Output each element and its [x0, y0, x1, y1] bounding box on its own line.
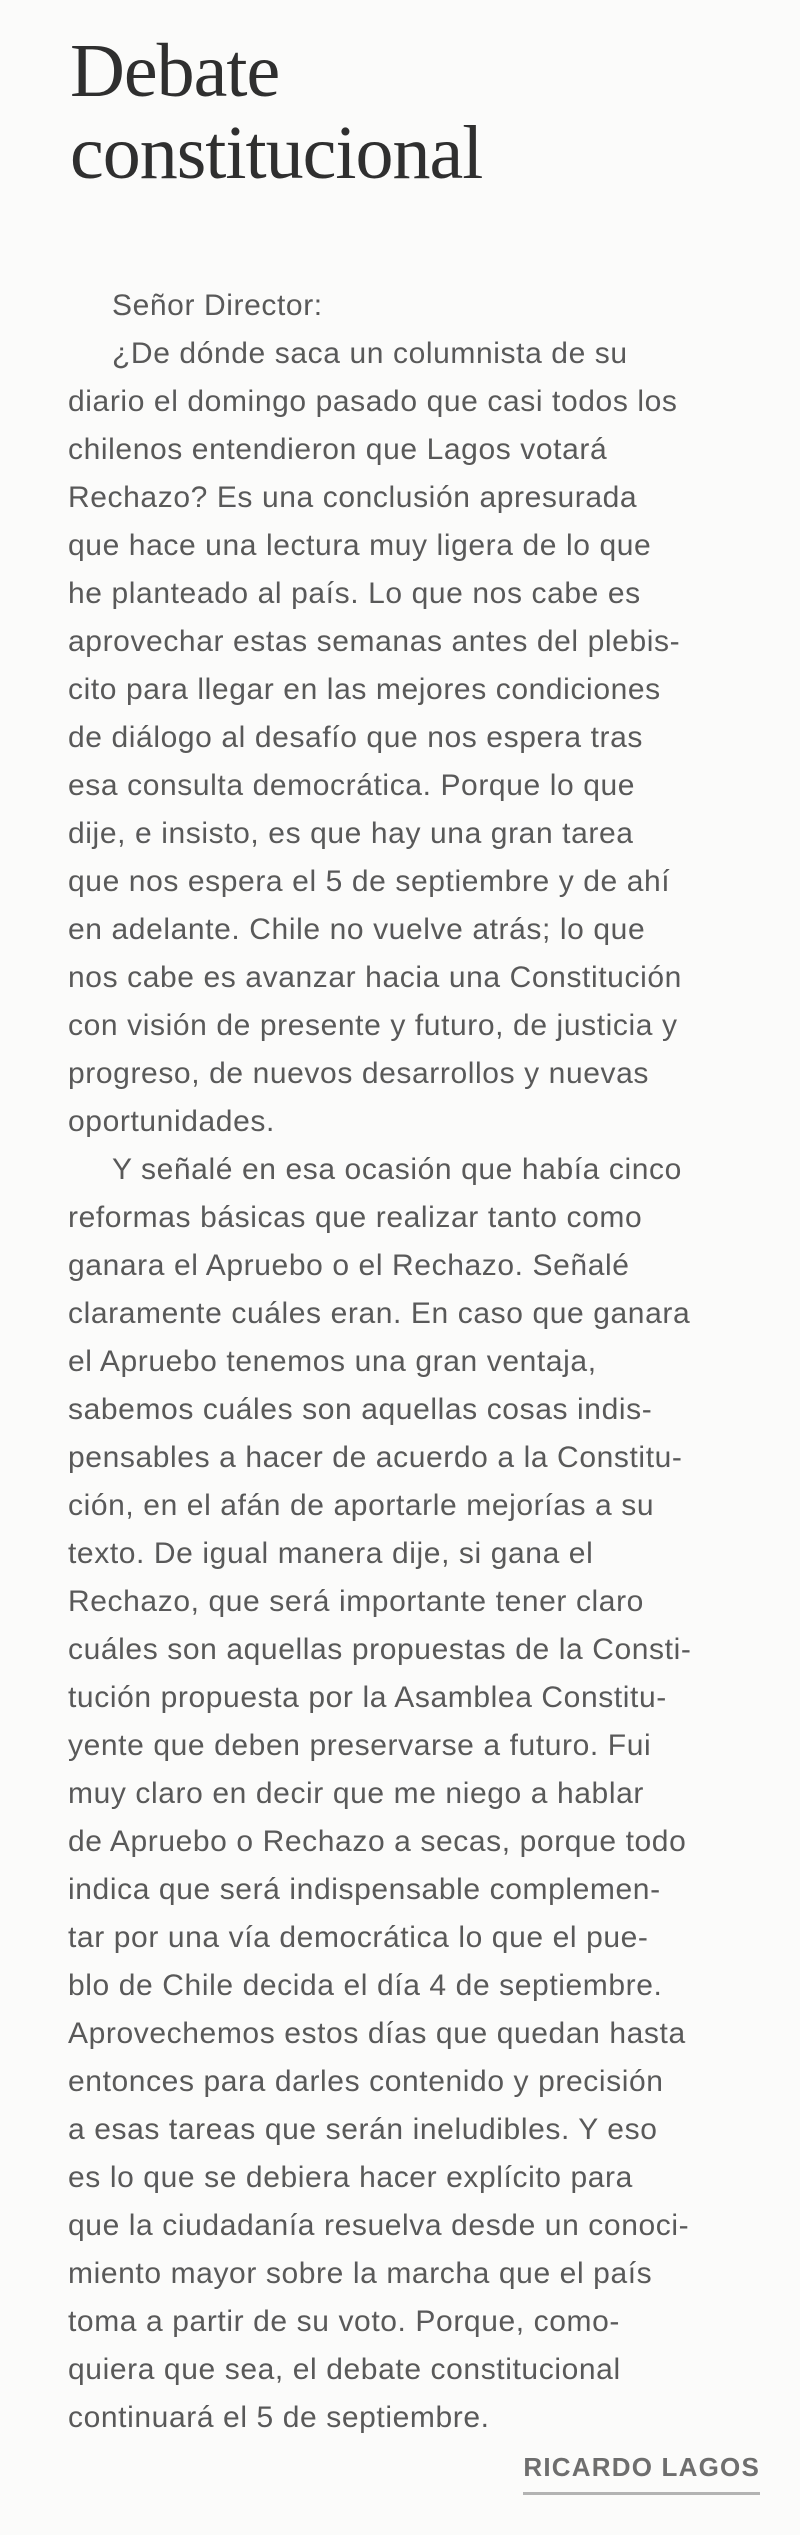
salutation-line: Señor Director:	[112, 289, 323, 322]
paragraph-1	[68, 330, 780, 1146]
signature-ricardo-lagos: RICARDO LAGOS	[523, 2452, 760, 2495]
text-line: oportunidades.	[68, 1105, 275, 1138]
text-line: con visión de presente y futuro, de justicia y	[68, 1009, 678, 1042]
text-line: ¿De dónde saca un columnista de su	[112, 337, 628, 370]
text-line: chilenos entendieron que Lagos votará	[68, 433, 608, 466]
text-line: reformas básicas que realizar tanto como	[68, 1201, 643, 1234]
text-line: miento mayor sobre la marcha que el país	[68, 2257, 653, 2290]
text-line: nos cabe es avanzar hacia una Constitución	[68, 961, 682, 994]
text-line: esa consulta democrática. Porque lo que	[68, 769, 636, 802]
text-line: quiera que sea, el debate constitucional	[68, 2353, 621, 2386]
text-line: toma a partir de su voto. Porque, como-	[68, 2305, 620, 2338]
article-title	[70, 30, 482, 194]
text-line: diario el domingo pasado que casi todos los	[68, 385, 678, 418]
letter-body	[68, 282, 780, 2442]
text-line: de Apruebo o Rechazo a secas, porque todo	[68, 1825, 687, 1858]
text-line: cuáles son aquellas propuestas de la Consti-	[68, 1633, 692, 1666]
text-line: texto. De igual manera dije, si gana el	[68, 1537, 594, 1570]
text-line: Aprovechemos estos días que quedan hasta	[68, 2017, 686, 2050]
text-line: claramente cuáles eran. En caso que ganara	[68, 1297, 691, 1330]
text-line: ganara el Apruebo o el Rechazo. Señalé	[68, 1249, 630, 1282]
text-line: en adelante. Chile no vuelve atrás; lo que	[68, 913, 646, 946]
text-line: Rechazo? Es una conclusión apresurada	[68, 481, 638, 514]
text-line: es lo que se debiera hacer explícito para	[68, 2161, 633, 2194]
text-line: indica que será indispensable complemen-	[68, 1873, 661, 1906]
text-line: a esas tareas que serán ineludibles. Y eso	[68, 2113, 658, 2146]
text-line: continuará el 5 de septiembre.	[68, 2401, 490, 2434]
text-line: entonces para darles contenido y precisión	[68, 2065, 664, 2098]
text-line: que nos espera el 5 de septiembre y de ahí	[68, 865, 671, 898]
text-line: dije, e insisto, es que hay una gran tarea	[68, 817, 634, 850]
text-line: que la ciudadanía resuelva desde un conoci-	[68, 2209, 690, 2242]
text-line: tución propuesta por la Asamblea Constitu-	[68, 1681, 667, 1714]
text-line: constitucional	[70, 111, 483, 195]
text-line: he planteado al país. Lo que nos cabe es	[68, 577, 641, 610]
text-line: el Apruebo tenemos una gran ventaja,	[68, 1345, 597, 1378]
text-line: ción, en el afán de aportarle mejorías a su	[68, 1489, 655, 1522]
text-line: aprovechar estas semanas antes del plebis-	[68, 625, 681, 658]
text-line: muy claro en decir que me niego a hablar	[68, 1777, 644, 1810]
text-line: de diálogo al desafío que nos espera tras	[68, 721, 643, 754]
text-line: pensables a hacer de acuerdo a la Constitu-	[68, 1441, 683, 1474]
text-line: progreso, de nuevos desarrollos y nuevas	[68, 1057, 649, 1090]
text-line: blo de Chile decida el día 4 de septiembre.	[68, 1969, 663, 2002]
text-line: yente que deben preservarse a futuro. Fui	[68, 1729, 652, 1762]
text-line: sabemos cuáles son aquellas cosas indis-	[68, 1393, 653, 1426]
text-line: Y señalé en esa ocasión que había cinco	[112, 1153, 682, 1186]
text-line: cito para llegar en las mejores condiciones	[68, 673, 661, 706]
text-line: que hace una lectura muy ligera de lo que	[68, 529, 652, 562]
text-line: Rechazo, que será importante tener claro	[68, 1585, 644, 1618]
paragraph-2	[68, 1146, 780, 2442]
text-line: Debate	[70, 29, 280, 113]
text-line: tar por una vía democrática lo que el pue-	[68, 1921, 649, 1954]
